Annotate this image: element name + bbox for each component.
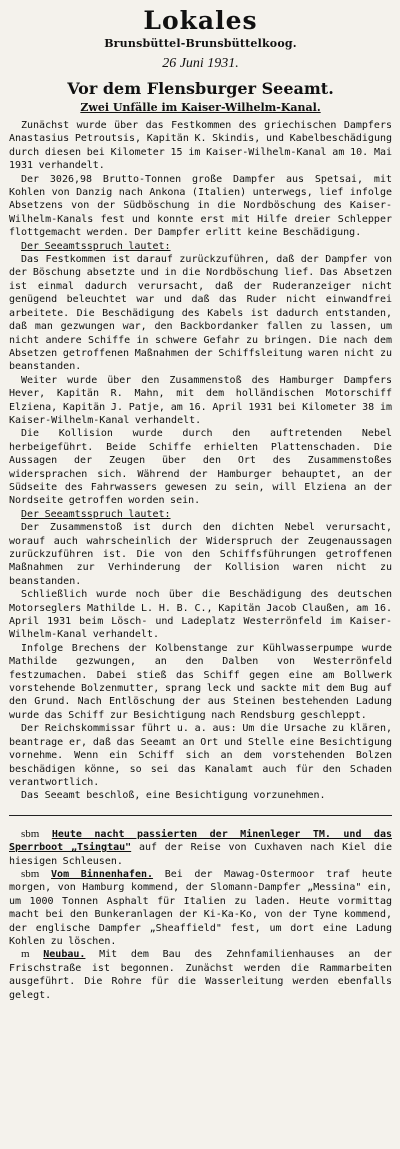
brief-text: Bei der Mawag-Ostermoor traf heute morgen, von Hamburg kommend, der Slomann-Dampfer „Messina" ein, um 1000 Tonnen Asphalt für Italien zu laden. Heute vormittag macht bei den Bunkeranlagen der Ki-Ka-Ko, von der Tyne kommend, der englische Dampfer „Sheaffield" fest, um dort eine Ladung Kohlen zu löschen. (9, 868, 393, 947)
article-paragraph: Weiter wurde über den Zusammenstoß des Hamburger Dampfers Hever, Kapitän R. Mahn, mit dem holländischen Motorschiff Elziena, Kapitän J. Patje, am 16. April 1931 bei Kilometer 38 im Kaiser-Wilhelm-Kanal verhandelt. (9, 374, 392, 426)
article-paragraph: Der 3026,98 Brutto-Tonnen große Dampfer aus Spetsai, mit Kohlen von Danzig nach Ankona (Italien) unterwegs, lief infolge Absetzens von der Südböschung in die Nordböschung des Kaiser-Wilhelm-Kanals fest und konnte erst mit Hilfe dreier Schlepper flottgemacht werden. Der Dampfer erlitt keine Beschädigung. (9, 173, 392, 239)
verdict-subheading: Der Seeamtsspruch lautet: (21, 508, 171, 520)
article-paragraph: Der Reichskommissar führt u. a. aus: Um die Ursache zu klären, beantrage er, daß das Seeamt an Ort und Stelle eine Besichtigung vornehme. Wenn ein Schiff sich an dem vorstehenden Bolzen beschädigen könne, so sei das Kanalamt auch für den Schaden verantwortlich. (9, 723, 392, 788)
brief-item (9, 828, 392, 868)
news-briefs (9, 828, 392, 1002)
article-paragraph: Infolge Brechens der Kolbenstange zur Kühlwasserpumpe wurde Mathilde gezwungen, an den Dalben von Westerrönfeld festzumachen. Dabei stieß das Schiff gegen eine am Bollwerk vorstehende Bolzenmutter, sprang leck und sackte mit dem Bug auf den Grund. Nach Entlöschung der aus Steinen bestehenden Ladung wurde das Schiff zur Besichtigung nach Rendsburg geschleppt. (9, 642, 392, 721)
brief-tag: sbm (21, 867, 40, 880)
article-paragraph: Das Seeamt beschloß, eine Besichtigung vorzunehmen. (21, 790, 326, 802)
verdict-subheading: Der Seeamtsspruch lautet: (21, 240, 171, 252)
brief-tag: sbm (21, 827, 40, 840)
article-body (9, 119, 392, 803)
section-divider (9, 815, 392, 816)
brief-item (9, 948, 392, 1002)
brief-headline: Neubau. (43, 949, 86, 961)
article-paragraph: Die Kollision wurde durch den auftretenden Nebel herbeigeführt. Beide Schiffe erhielten Plattenschaden. Die Aussagen der Zeugen über den Ort des Zusammenstoßes widersprachen sich. Während der Hamburger behauptet, an der Südseite des Fahrwassers gewesen zu sein, will Elziena an der Nordseite getroffen worden sein. (9, 428, 392, 507)
article-paragraph: Schließlich wurde noch über die Beschädigung des deutschen Motorseglers Mathilde L. H. B. C., Kapitän Jacob Claußen, am 16. April 1931 beim Lösch- und Ladeplatz Westerrönfeld im Kaiser-Wilhelm-Kanal verhandelt. (9, 589, 392, 641)
town-subhead: Brunsbüttel-Brunsbüttelkoog. (104, 37, 297, 50)
article-paragraph: Zunächst wurde über das Festkommen des griechischen Dampfers Anastasius Petroutsis, Kapitän K. Skindis, und Kabelbeschädigung durch diesen bei Kilometer 15 im Kaiser-Wilhelm-Kanal am 10. Mai 1931 verhandelt. (9, 120, 392, 172)
dateline: 26 Juni 1931. (162, 56, 239, 71)
article-deck: Zwei Unfälle im Kaiser-Wilhelm-Kanal. (80, 101, 321, 114)
brief-text: Mit dem Bau des Zehnfamilienhauses an der Frischstraße ist begonnen. Zunächst werden die Rammarbeiten ausgeführt. Die Rohre für die Wasserleitung werden ebenfalls gelegt. (9, 949, 392, 1001)
article-headline: Vor dem Flensburger Seeamt. (67, 79, 334, 98)
brief-item (9, 868, 392, 948)
article-paragraph: Das Festkommen ist darauf zurückzuführen, daß der Dampfer von der Böschung absetzte und in die Nordböschung lief. Das Absetzen ist einmal dadurch verursacht, daß der Ruderanzeiger nicht genügend beleuchtet war und daß das Ruder nicht einwandfrei arbeitete. Die Beschädigung des Kabels ist dadurch entstanden, daß man gezwungen war, den Backbordanker fallen zu lassen, um nicht andere Schiffe in schwere Gefahr zu bringen. Die nach dem Absetzen getroffenen Maßnahmen der Schiffsleitung waren nicht zu beanstanden. (9, 254, 392, 373)
brief-headline: Heute nacht passierten der Minenleger TM. und das Sperrboot „Tsingtau" (9, 828, 392, 854)
brief-text: auf der Reise von Cuxhaven nach Kiel die hiesigen Schleusen. (9, 842, 392, 867)
brief-tag: m (21, 948, 30, 961)
article-paragraph: Der Zusammenstoß ist durch den dichten Nebel verursacht, worauf auch wahrscheinlich der Widerspruch der Zeugenaussagen zurückzuführen ist. Die von den Schiffsführungen getroffenen Maßnahmen zur Verhinderung der Kollision waren nicht zu beanstanden. (9, 522, 392, 587)
section-masthead: Lokales (143, 6, 258, 35)
brief-headline: Vom Binnenhafen. (51, 868, 154, 880)
